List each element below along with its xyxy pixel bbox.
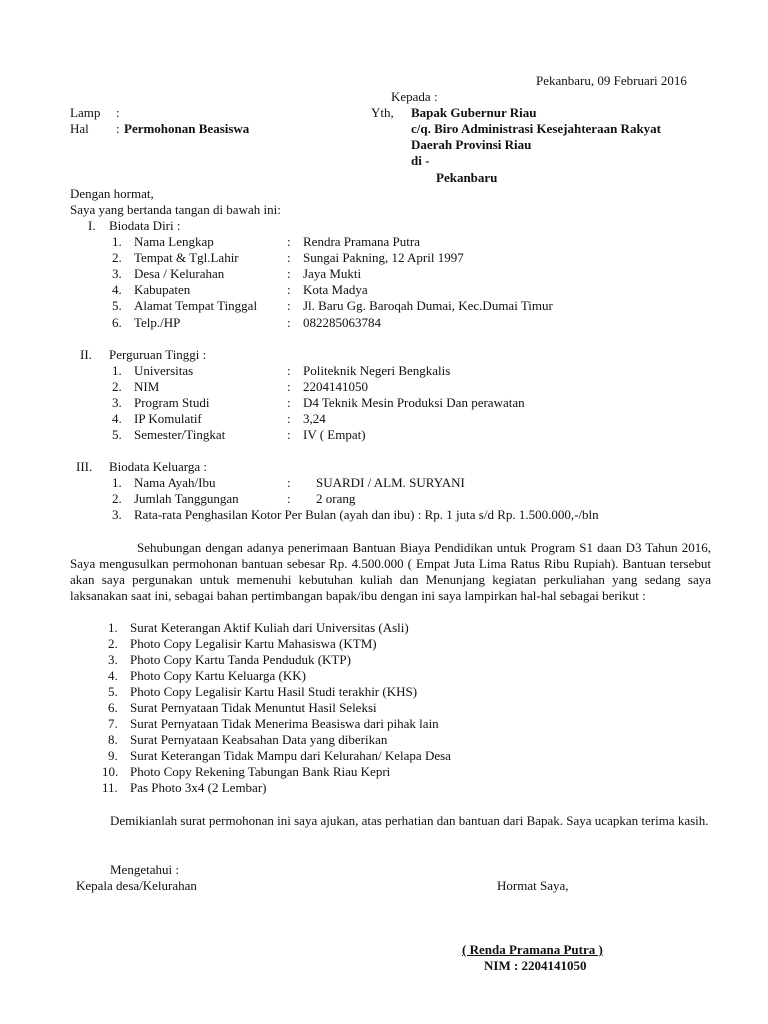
list-text: Photo Copy Kartu Tanda Penduduk (KTP) (130, 652, 351, 667)
row-number: 2. (112, 491, 122, 506)
list-number: 9. (108, 748, 118, 763)
hal-value: Permohonan Beasiswa (124, 121, 250, 136)
row-colon: : (287, 266, 291, 281)
list-text: Surat Keterangan Tidak Mampu dari Kelurahan/ Kelapa Desa (130, 748, 451, 763)
list-text: Surat Pernyataan Tidak Menuntut Hasil Seleksi (130, 700, 377, 715)
row-colon: : (287, 315, 291, 330)
lamp-label: Lamp (70, 105, 101, 120)
row-number: 3. (112, 266, 122, 281)
row-colon: : (287, 475, 291, 490)
section-2-numeral: II. (80, 347, 92, 362)
section-3-title: Biodata Keluarga : (109, 459, 207, 474)
row-value: Jl. Baru Gg. Baroqah Dumai, Kec.Dumai Timur (303, 298, 553, 313)
list-text: Photo Copy Rekening Tabungan Bank Riau Kepri (130, 764, 391, 779)
row-number: 4. (112, 411, 122, 426)
row-label: Universitas (134, 363, 194, 378)
row-label: Program Studi (134, 395, 210, 410)
hal-colon: : (116, 121, 120, 136)
hormat-label: Hormat Saya, (497, 878, 569, 893)
row-label: Desa / Kelurahan (134, 266, 225, 281)
row-colon: : (287, 411, 291, 426)
recipient-line-4: di - (411, 153, 430, 168)
greeting: Dengan hormat, (70, 186, 154, 201)
mengetahui-label: Mengetahui : (110, 862, 179, 877)
row-number: 6. (112, 315, 122, 330)
body-paragraph: Sehubungan dengan adanya penerimaan Bantuan Biaya Pendidikan untuk Program S1 daan D3 Tahun 2016, Saya mengusulkan permohonan bantuan sebesar Rp. 4.500.000 ( Empat Juta Lima Ratus Ribu Rupiah). Bantuan tersebut akan saya pergunakan untuk memenuhi kebutuhan kuliah dan Menunjang kegiatan perkuliahan yang sedang saya laksanakan saat ini, sebagai bahan pertimbangan bapak/ibu dengan ini saya lampirkan hal-hal sebagai berikut : (70, 540, 711, 603)
section-1-title: Biodata Diri : (109, 218, 181, 233)
section-3-numeral: III. (76, 459, 93, 474)
section-1-numeral: I. (88, 218, 96, 233)
row-value: 3,24 (303, 411, 326, 426)
section-2-title: Perguruan Tinggi : (109, 347, 207, 362)
list-number: 6. (108, 700, 118, 715)
closing-paragraph: Demikianlah surat permohonan ini saya ajukan, atas perhatian dan bantuan dari Bapak. Saya ucapkan terima kasih. (110, 813, 709, 828)
row-value: Kota Madya (303, 282, 368, 297)
row-number: 3. (112, 507, 122, 522)
list-text: Surat Pernyataan Keabsahan Data yang diberikan (130, 732, 388, 747)
list-text: Photo Copy Legalisir Kartu Mahasiswa (KTM) (130, 636, 377, 651)
intro: Saya yang bertanda tangan di bawah ini: (70, 202, 281, 217)
row-number: 2. (112, 379, 122, 394)
lamp-colon: : (116, 105, 120, 120)
row-colon: : (287, 298, 291, 313)
recipient-line-5: Pekanbaru (436, 170, 498, 185)
row-colon: : (287, 234, 291, 249)
row-label: Nama Ayah/Ibu (134, 475, 216, 490)
row-number: 3. (112, 395, 122, 410)
row-value: 2204141050 (303, 379, 368, 394)
row-value: Rendra Pramana Putra (303, 234, 420, 249)
list-number: 3. (108, 652, 118, 667)
signer-name: ( Renda Pramana Putra ) (462, 942, 603, 957)
list-number: 10. (102, 764, 119, 779)
signer-nim: NIM : 2204141050 (484, 958, 587, 973)
row-label: Tempat & Tgl.Lahir (134, 250, 239, 265)
row-label: Kabupaten (134, 282, 191, 297)
recipient-line-1: Bapak Gubernur Riau (411, 105, 537, 120)
list-text: Pas Photo 3x4 (2 Lembar) (130, 780, 267, 795)
list-number: 8. (108, 732, 118, 747)
row-value: 082285063784 (303, 315, 381, 330)
yth-label: Yth, (371, 105, 394, 120)
row-value: Jaya Mukti (303, 266, 362, 281)
row-number: 1. (112, 363, 122, 378)
hal-label: Hal (70, 121, 89, 136)
list-number: 5. (108, 684, 118, 699)
list-text: Photo Copy Kartu Keluarga (KK) (130, 668, 306, 683)
place-date: Pekanbaru, 09 Februari 2016 (536, 73, 687, 88)
row-label: Telp./HP (134, 315, 181, 330)
row-colon: : (287, 363, 291, 378)
row-value: IV ( Empat) (303, 427, 366, 442)
row-number: 5. (112, 427, 122, 442)
row-value: D4 Teknik Mesin Produksi Dan perawatan (303, 395, 525, 410)
row-colon: : (287, 491, 291, 506)
list-number: 4. (108, 668, 118, 683)
list-number: 1. (108, 620, 118, 635)
row-label: Jumlah Tanggungan (134, 491, 239, 506)
row-value: SUARDI / ALM. SURYANI (316, 475, 465, 490)
row-label: NIM (134, 379, 160, 394)
row-label: IP Komulatif (134, 411, 202, 426)
list-number: 7. (108, 716, 118, 731)
row-colon: : (287, 427, 291, 442)
row-colon: : (287, 379, 291, 394)
row-value: Politeknik Negeri Bengkalis (303, 363, 451, 378)
kepala-label: Kepala desa/Kelurahan (76, 878, 197, 893)
list-number: 11. (102, 780, 118, 795)
row-value: Sungai Pakning, 12 April 1997 (303, 250, 464, 265)
row-number: 1. (112, 475, 122, 490)
list-text: Photo Copy Legalisir Kartu Hasil Studi terakhir (KHS) (130, 684, 418, 699)
row-colon: : (287, 282, 291, 297)
row-number: 1. (112, 234, 122, 249)
kepada-label: Kepada : (391, 89, 438, 104)
recipient-line-2: c/q. Biro Administrasi Kesejahteraan Rakyat (411, 121, 662, 136)
row-label: Nama Lengkap (134, 234, 214, 249)
row-colon: : (287, 395, 291, 410)
recipient-line-3: Daerah Provinsi Riau (411, 137, 532, 152)
row-label: Alamat Tempat Tinggal (134, 298, 258, 313)
row-number: 2. (112, 250, 122, 265)
list-number: 2. (108, 636, 118, 651)
row-number: 5. (112, 298, 122, 313)
list-text: Surat Pernyataan Tidak Menerima Beasiswa dari pihak lain (130, 716, 439, 731)
row-text: Rata-rata Penghasilan Kotor Per Bulan (ayah dan ibu) : Rp. 1 juta s/d Rp. 1.500.000,-/bln (134, 507, 599, 522)
row-colon: : (287, 250, 291, 265)
list-text: Surat Keterangan Aktif Kuliah dari Universitas (Asli) (130, 620, 409, 635)
row-value: 2 orang (316, 491, 356, 506)
row-label: Semester/Tingkat (134, 427, 226, 442)
row-number: 4. (112, 282, 122, 297)
